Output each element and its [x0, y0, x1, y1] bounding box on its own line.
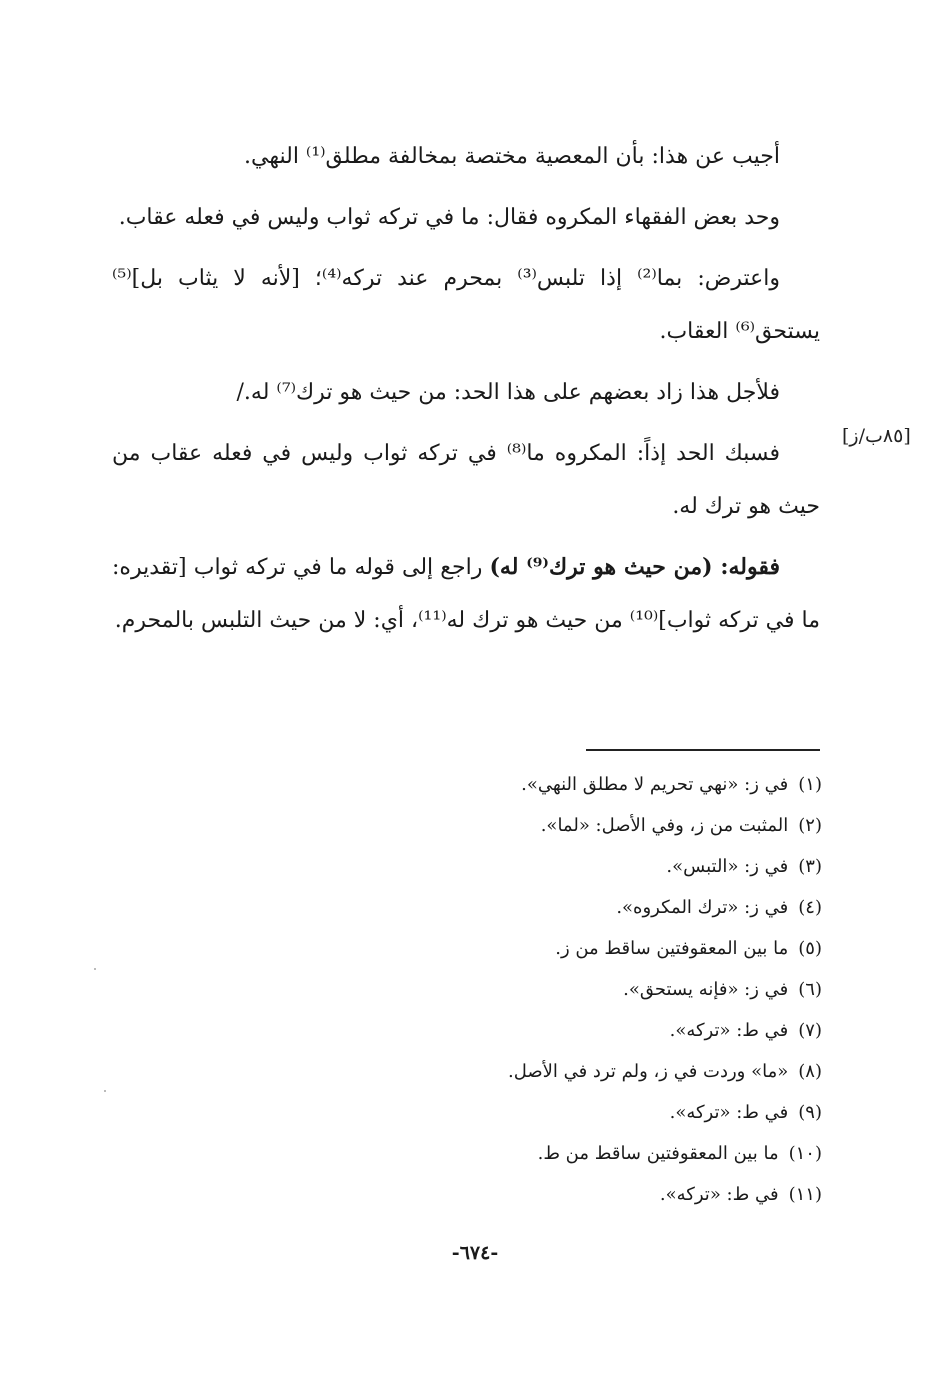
footnote-text: في ز: «ترك المكروه». — [616, 897, 789, 918]
footnote-item — [430, 1133, 822, 1174]
footnote-text: في ز: «فإنه يستحق». — [623, 979, 789, 1000]
footnote-number: (٩) — [798, 1102, 822, 1123]
footnote-item — [430, 1051, 822, 1092]
footnote-text: ما بين المعقوفتين ساقط من ط. — [537, 1143, 779, 1164]
footnote-number: (٨) — [798, 1061, 822, 1082]
footnote-item — [430, 846, 822, 887]
page-number: -٦٧٤- — [451, 1242, 499, 1264]
footnote-item — [430, 1092, 822, 1133]
paragraph-6-rest: راجع إلى قوله ما في تركه ثواب [تقديره: ما في تركه ثواب]⁽¹⁰⁾ من حيث هو ترك له⁽¹¹⁾، أي: لا من حيث التلبس بالمحرم. — [112, 555, 820, 633]
footnote-item — [430, 887, 822, 928]
footnote-text: في ط: «تركه». — [659, 1184, 779, 1205]
paragraph-3: واعترض: بما⁽²⁾ إذا تلبس⁽³⁾ بمحرم عند تركه⁽⁴⁾؛ [لأنه لا يثاب بل]⁽⁵⁾ يستحق⁽⁶⁾ العقاب. — [112, 266, 820, 344]
paragraph-6 — [112, 541, 820, 647]
footnote-number: (٦) — [798, 979, 822, 1000]
footnote-text: المثبت من ز، وفي الأصل: «لما». — [540, 815, 789, 836]
footnote-item — [430, 764, 822, 805]
footnote-number: (٥) — [798, 938, 822, 959]
footnote-number: (٤) — [798, 897, 822, 918]
footnote-item — [430, 1010, 822, 1051]
quoted-phrase-bold: فقوله: (من حيث هو ترك⁽⁹⁾ له) — [489, 554, 780, 580]
scan-speck — [104, 1090, 106, 1092]
footnote-divider — [586, 749, 820, 751]
footnote-text: في ط: «تركه». — [669, 1102, 789, 1123]
footnote-item — [430, 805, 822, 846]
paragraph-1: أجيب عن هذا: بأن المعصية مختصة بمخالفة مطلق⁽¹⁾ النهي. — [244, 144, 780, 169]
footnote-text: ما بين المعقوفتين ساقط من ز. — [555, 938, 789, 959]
footnotes-list — [430, 764, 822, 1215]
footnote-number: (١) — [798, 774, 822, 795]
footnote-number: (٢) — [798, 815, 822, 836]
paragraph-5: فسبك الحد إذاً: المكروه ما⁽⁸⁾ في تركه ثواب وليس في فعله عقاب من حيث هو ترك له. — [112, 441, 820, 519]
footnote-number: (٣) — [798, 856, 822, 877]
paragraph-2: وحد بعض الفقهاء المكروه فقال: ما في تركه ثواب وليس في فعله عقاب. — [118, 205, 780, 230]
main-text-body — [112, 130, 820, 655]
footnote-item — [430, 1174, 822, 1215]
footnote-number: (٧) — [798, 1020, 822, 1041]
footnote-text: في ز: «التبس». — [666, 856, 789, 877]
footnote-text: «ما» وردت في ز، ولم ترد في الأصل. — [507, 1061, 789, 1082]
footnote-number: (١٠) — [788, 1143, 822, 1164]
footnote-item — [430, 928, 822, 969]
manuscript-folio-note: [٨٥ب/ز] — [842, 425, 911, 447]
footnote-text: في ز: «نهي تحريم لا مطلق النهي». — [521, 774, 789, 795]
footnote-item — [430, 969, 822, 1010]
footnote-number: (١١) — [788, 1184, 822, 1205]
paragraph-4: فلأجل هذا زاد بعضهم على هذا الحد: من حيث هو ترك⁽⁷⁾ له./ — [236, 380, 780, 405]
footnote-text: في ط: «تركه». — [669, 1020, 789, 1041]
scan-speck — [94, 968, 96, 970]
